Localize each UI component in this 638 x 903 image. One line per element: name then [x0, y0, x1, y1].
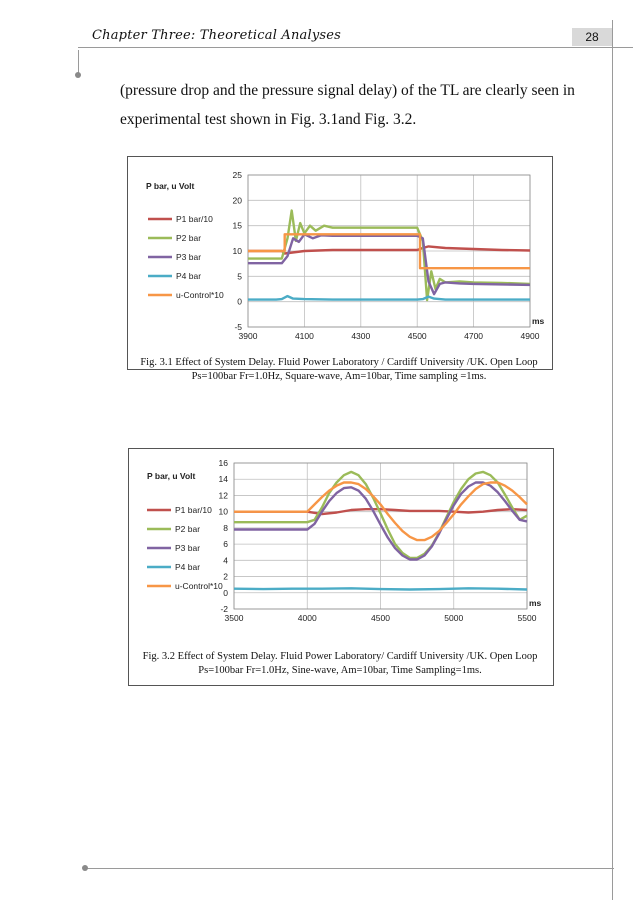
- y-tick-label: 2: [223, 571, 228, 582]
- x-tick-label: 4500: [371, 613, 390, 623]
- chapter-title: Chapter Three: Theoretical Analyses: [92, 28, 342, 43]
- x-tick-label: 4000: [297, 613, 317, 623]
- page-number: 28: [572, 28, 612, 46]
- x-tick-label: 4500: [407, 331, 427, 341]
- y-axis-label: P bar, u Volt: [147, 471, 196, 481]
- x-tick-label: 3500: [224, 613, 244, 623]
- footer-rule: [84, 868, 614, 869]
- x-tick-label: 4300: [351, 331, 371, 341]
- legend-label: P2 bar: [176, 233, 202, 243]
- legend-label: P3 bar: [176, 252, 202, 262]
- y-axis-label: P bar, u Volt: [146, 181, 195, 191]
- legend-label: P4 bar: [176, 271, 202, 281]
- y-tick-label: 4: [223, 555, 228, 566]
- chart-fig-3-1: [128, 157, 550, 353]
- caption-fig-3-2-line1: Fig. 3.2 Effect of System Delay. Fluid Power Laboratory/ Cardiff University /UK. Open Loop: [142, 651, 538, 662]
- y-tick-label: 15: [232, 220, 242, 231]
- x-axis-label: ms: [532, 316, 545, 326]
- x-tick-label: 4900: [520, 331, 540, 341]
- caption-fig-3-1-line2: Ps=100bar Fr=1.0Hz, Square-wave, Am=10bar, Time sampling =1ms.: [191, 371, 487, 382]
- y-tick-label: 14: [218, 474, 228, 485]
- legend-label: P3 bar: [175, 543, 201, 553]
- header-dot: [75, 72, 81, 78]
- y-tick-label: 0: [237, 296, 242, 307]
- x-tick-label: 5500: [517, 613, 537, 623]
- legend-label: P1 bar/10: [176, 214, 213, 224]
- series-line-P2: [248, 211, 530, 301]
- legend-label: P2 bar: [175, 524, 201, 534]
- y-tick-label: -2: [220, 604, 228, 614]
- y-tick-label: -5: [234, 322, 242, 332]
- y-tick-label: 10: [232, 246, 242, 256]
- caption-fig-3-2: [129, 650, 551, 678]
- caption-fig-3-1-line1: Fig. 3.1 Effect of System Delay. Fluid Power Laboratory / Cardiff University /UK. Open Loop: [140, 357, 538, 368]
- x-tick-label: 4700: [464, 331, 484, 341]
- series-line-P4: [248, 296, 530, 300]
- y-tick-label: 25: [232, 170, 242, 180]
- right-margin-rule: [612, 20, 613, 900]
- series-line-P4: [234, 588, 527, 589]
- x-tick-label: 5000: [444, 613, 464, 623]
- x-tick-label: 4100: [294, 331, 314, 341]
- legend-label: P1 bar/10: [175, 505, 212, 515]
- x-axis-label: ms: [529, 598, 542, 608]
- series-line-P3: [248, 234, 530, 294]
- x-tick-label: 3900: [238, 331, 258, 341]
- header-rule: [78, 47, 633, 48]
- y-tick-label: 12: [218, 490, 228, 501]
- legend-label: P4 bar: [175, 562, 201, 572]
- caption-fig-3-2-line2: Ps=100bar Fr=1.0Hz, Sine-wave, Am=10bar, Time Sampling=1ms.: [198, 665, 482, 676]
- legend-label: u-Control*10: [176, 290, 224, 300]
- legend-label: u-Control*10: [175, 581, 223, 591]
- caption-fig-3-1: [128, 356, 550, 384]
- y-tick-label: 20: [232, 195, 242, 206]
- footer-dot: [82, 865, 88, 871]
- body-paragraph: (pressure drop and the pressure signal delay) of the TL are clearly seen in experimental test shown in Fig. 3.1and Fig. 3.2.: [120, 82, 575, 128]
- y-tick-label: 6: [223, 539, 228, 550]
- y-tick-label: 10: [218, 506, 228, 517]
- y-tick-label: 8: [223, 522, 228, 533]
- y-tick-label: 0: [223, 587, 228, 598]
- y-tick-label: 16: [218, 458, 228, 468]
- chart-fig-3-2: [129, 449, 551, 647]
- y-tick-label: 5: [237, 271, 242, 282]
